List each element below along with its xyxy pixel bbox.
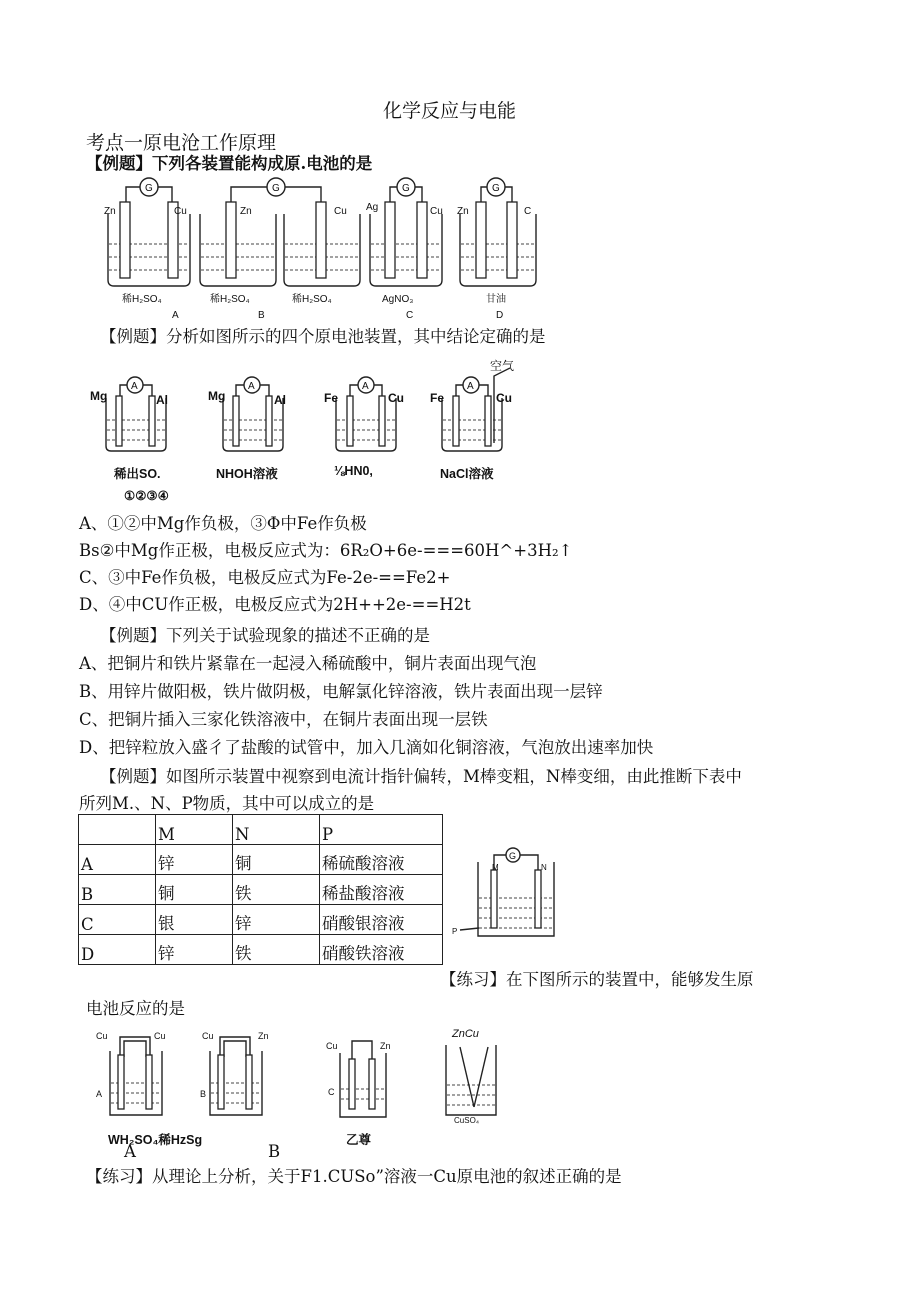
- table-cell: 铁: [233, 935, 320, 965]
- q1-prompt: 【例题】下列各装置能构成原.电池的是: [86, 154, 373, 173]
- electrode-left-label: Zn: [457, 206, 469, 217]
- electrode-left-label: Mg: [90, 389, 108, 403]
- meter-label: G: [492, 183, 500, 194]
- table-cell: 硝酸银溶液: [320, 905, 443, 935]
- solution-label: 稀H₂SO₄: [210, 294, 250, 305]
- q5-prompt-line1: 【练习】在下图所示的装置中，能够发生原: [440, 970, 754, 989]
- page-title: 化学反应与电能: [383, 100, 517, 122]
- solution-label: 乙尊: [346, 1133, 372, 1147]
- electrode-left-label: Ag: [366, 202, 379, 213]
- solution-label: ⅛HN0,: [334, 464, 373, 478]
- table-cell: 硝酸铁溶液: [320, 935, 443, 965]
- electrode-left-label: Cu: [96, 1031, 108, 1041]
- q5-device-d: [446, 1028, 496, 1125]
- q3-option-b: B、用锌片做阳极，铁片做阴极，电解氯化锌溶液，铁片表面出现一层锌: [79, 682, 603, 701]
- table-cell: 银: [156, 905, 233, 935]
- q5-device-a: [96, 1031, 166, 1115]
- letter-label: A: [172, 310, 179, 321]
- air-label: 空气: [490, 359, 515, 373]
- electrode-m-label: M: [492, 863, 499, 872]
- meter-label: G: [402, 183, 410, 194]
- electrode-right-label: Al: [274, 393, 286, 407]
- table-cell: 锌: [156, 845, 233, 875]
- table-row: [79, 845, 443, 875]
- q1-diagram: [100, 172, 560, 322]
- meter-label: G: [272, 183, 280, 194]
- electrode-top-label: ZnCu: [452, 1028, 479, 1040]
- meter-label: G: [509, 851, 517, 861]
- letter-label: B: [268, 1142, 281, 1161]
- table-cell: P: [320, 815, 443, 845]
- meter-label: A: [248, 381, 255, 392]
- letter-label: C: [406, 310, 414, 321]
- electrode-right-label: Cu: [496, 391, 512, 405]
- q2-option-c: C、③中Fe作负极，电极反应式为Fe-2e-==Fe2+: [79, 568, 451, 587]
- solution-label: NHOH溶液: [216, 467, 278, 481]
- table-cell: N: [233, 815, 320, 845]
- mnp-table: [78, 814, 443, 965]
- table-cell: 稀盐酸溶液: [320, 875, 443, 905]
- table-cell: 锌: [156, 935, 233, 965]
- meter-label: A: [131, 381, 138, 392]
- electrode-left-label: Fe: [324, 391, 339, 405]
- solution-label: 稀出SO.: [114, 467, 161, 481]
- q5-diagram: [90, 1025, 530, 1125]
- electrode-left-label: Fe: [430, 391, 445, 405]
- electrode-right-label: Cu: [174, 206, 187, 217]
- solution-label: 稀H₂SO₄: [122, 294, 162, 305]
- solution-label: 甘油: [486, 294, 506, 305]
- table-cell: A: [79, 845, 156, 875]
- solution-label: AgNO₃: [382, 294, 414, 305]
- table-header-row: [79, 815, 443, 845]
- q2-prompt: 【例题】分析如图所示的四个原电池装置，其中结论定确的是: [100, 327, 546, 346]
- table-cell: 稀硫酸溶液: [320, 845, 443, 875]
- letter-label: A: [124, 1142, 136, 1161]
- meter-label: A: [467, 381, 474, 392]
- solution-label: NaCl溶液: [440, 467, 494, 481]
- solution-label: 稀H₂SO₄: [292, 294, 332, 305]
- table-row: [79, 905, 443, 935]
- q1-device-2-3: [200, 178, 360, 286]
- electrode-right-label: Zn: [258, 1031, 269, 1041]
- table-cell: 铁: [233, 875, 320, 905]
- electrode-right-label: Cu: [388, 391, 404, 405]
- letter-label: D: [496, 310, 504, 321]
- q3-prompt: 【例题】下列关于试验现象的描述不正确的是: [100, 626, 430, 645]
- solution-label: CuSO₄: [454, 1116, 480, 1125]
- electrode-right-label: C: [524, 206, 532, 217]
- q3-option-d: D、把锌粒放入盛彳了盐酸的试管中，加入几滴如化铜溶液，气泡放出速率加快: [79, 738, 654, 757]
- table-row: [79, 875, 443, 905]
- q3-option-a: A、把铜片和铁片紧靠在一起浸入稀硫酸中，铜片表面出现气泡: [79, 654, 537, 673]
- q2-device-4: [430, 358, 514, 451]
- q1-device-4: [366, 178, 443, 286]
- table-cell: B: [79, 875, 156, 905]
- q5-device-c: [326, 1041, 391, 1117]
- electrode-left-label: Zn: [104, 206, 116, 217]
- electrode-n-label: N: [541, 863, 547, 872]
- table-cell: M: [156, 815, 233, 845]
- electrode-right-label: Al: [156, 393, 168, 407]
- letter-label: B: [200, 1089, 207, 1099]
- section-heading: 考点一原电沧工作原理: [86, 132, 277, 154]
- meter-label: G: [145, 183, 153, 194]
- q3-option-c: C、把铜片插入三家化铁溶液中，在铜片表面出现一层铁: [79, 710, 488, 729]
- q4-diagram: [450, 840, 570, 945]
- q2-option-d: D、④中CU作正极，电极反应式为2H++2e-==H2t: [79, 595, 471, 614]
- electrode-left-label: Cu: [326, 1041, 338, 1051]
- table-cell: 锌: [233, 905, 320, 935]
- electrode-right-label: Cu: [154, 1031, 166, 1041]
- letter-label: A: [96, 1089, 103, 1099]
- electrode-left-label: Mg: [208, 389, 226, 403]
- q2-device-2: [208, 377, 286, 451]
- electrode-right-label: Cu: [430, 206, 443, 217]
- electrode-left-label: Zn: [240, 206, 252, 217]
- electrode-left-label: Cu: [202, 1031, 214, 1041]
- liquid-p-label: P: [452, 927, 458, 936]
- letter-label: C: [328, 1087, 335, 1097]
- table-cell: D: [79, 935, 156, 965]
- q5-prompt-line2: 电池反应的是: [86, 999, 185, 1018]
- q2-device-1: [90, 377, 168, 451]
- q2-device-3: [324, 377, 404, 451]
- q1-device-5: [457, 178, 536, 286]
- q2-option-a: A、①②中Mg作负极，③Φ中Fe作负极: [79, 514, 367, 533]
- table-cell: [79, 815, 156, 845]
- solution-label: WH₂SO₄稀HzSg: [108, 1133, 203, 1147]
- q6-prompt: 【练习】从理论上分析，关于F1.CUSo”溶液一Cu原电池的叙述正确的是: [86, 1167, 622, 1186]
- letter-label: B: [258, 310, 265, 321]
- electrode-right-label: Cu: [334, 206, 347, 217]
- table-row: [79, 935, 443, 965]
- q5-device-b: [200, 1031, 269, 1115]
- table-cell: 铜: [233, 845, 320, 875]
- table-cell: C: [79, 905, 156, 935]
- table-cell: 铜: [156, 875, 233, 905]
- electrode-right-label: Zn: [380, 1041, 391, 1051]
- q4-prompt-line1: 【例题】如图所示装置中视察到电流计指针偏转，M棒变粗，N棒变细，由此推断下表中: [100, 767, 742, 786]
- q4-prompt-line2: 所列M.、N、P物质，其中可以成立的是: [79, 794, 375, 813]
- meter-label: A: [362, 381, 369, 392]
- q2-diagram: [86, 358, 536, 453]
- q2-option-b: Bs②中Mg作正极，电极反应式为：6R₂O+6e-===60H^+3H₂↑: [79, 541, 573, 560]
- device-numbers: ①②③④: [124, 489, 169, 503]
- q1-device-1: [104, 178, 190, 286]
